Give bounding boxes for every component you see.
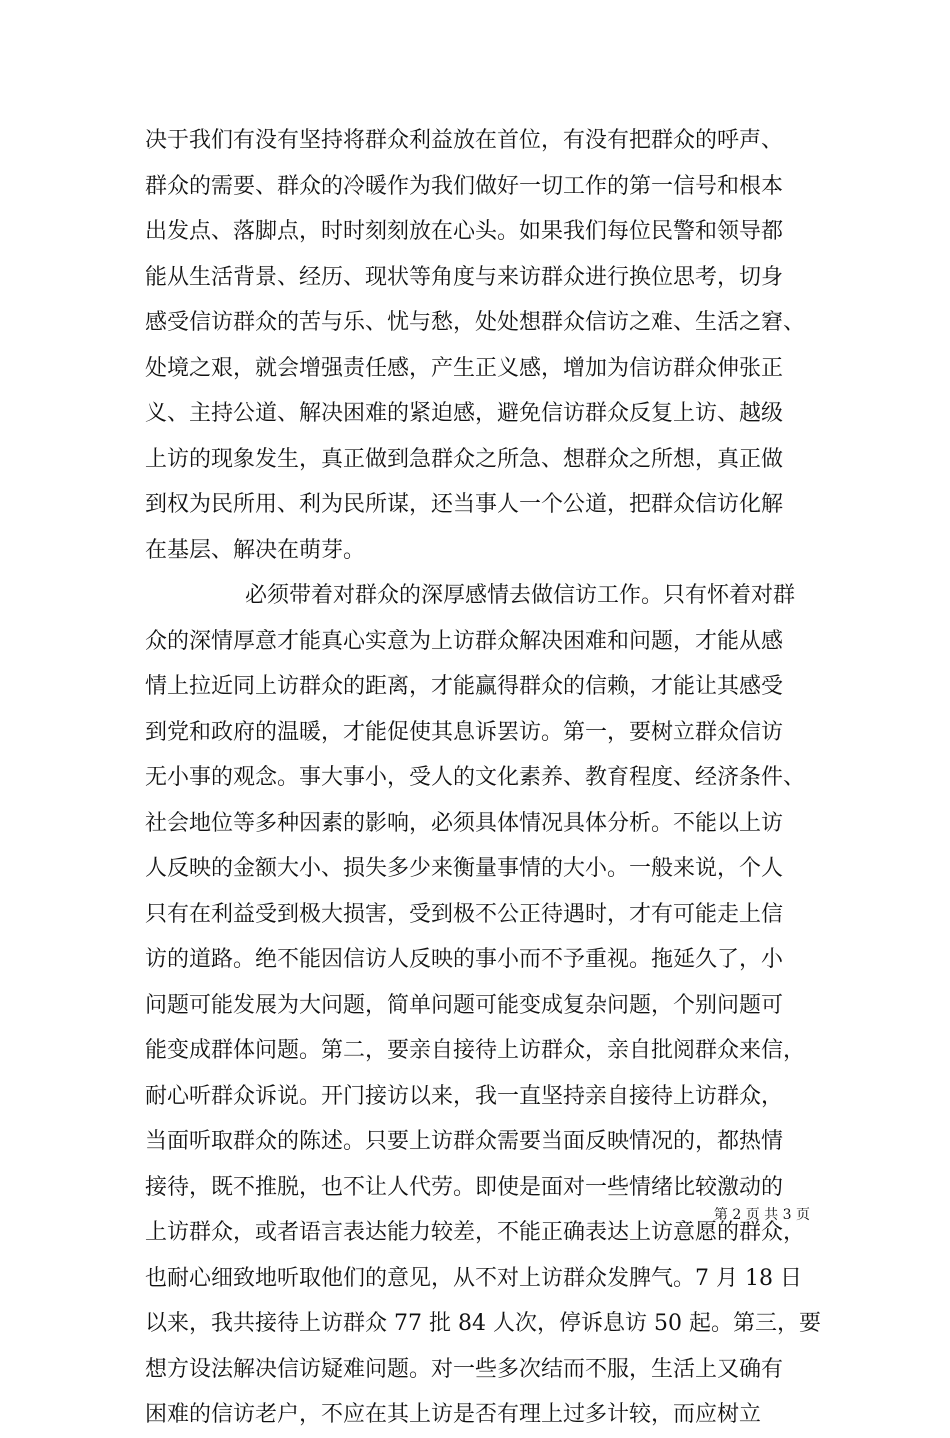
text-line: 义、主持公道、解决困难的紧迫感，避免信访群众反复上访、越级 <box>145 401 784 426</box>
text-line: 人反映的金额大小、损失多少来衡量事情的大小。一般来说，个人 <box>145 856 784 881</box>
text-line: 接待，既不推脱，也不让人代劳。即使是面对一些情绪比较激动的 <box>145 1174 784 1200</box>
body-text <box>145 118 821 1438</box>
text-line: 访的道路。绝不能因信访人反映的事小而不予重视。拖延久了，小 <box>145 947 784 972</box>
text-line: 情上拉近同上访群众的距离，才能赢得群众的信赖，才能让其感受 <box>145 674 784 699</box>
text-line: 出发点、落脚点，时时刻刻放在心头。如果我们每位民警和领导都 <box>145 219 784 244</box>
text-line: 感受信访群众的苦与乐、忧与愁，处处想群众信访之难、生活之窘、 <box>145 310 806 335</box>
text-line: 社会地位等多种因素的影响，必须具体情况具体分析。不能以上访 <box>145 810 784 836</box>
text-line: 耐心听群众诉说。开门接访以来，我一直坚持亲自接待上访群众， <box>145 1083 784 1109</box>
text-line: 上访群众，或者语言表达能力较差，不能正确表达上访意愿的群众， <box>145 1220 806 1245</box>
text-line: 也耐心细致地听取他们的意见，从不对上访群众发脾气。7 月 18 日 <box>145 1265 802 1291</box>
text-line: 众的深情厚意才能真心实意为上访群众解决困难和问题，才能从感 <box>145 628 784 654</box>
text-line: 必须带着对群众的深厚感情去做信访工作。只有怀着对群 <box>245 583 796 608</box>
text-line: 处境之艰，就会增强责任感，产生正义感，增加为信访群众伸张正 <box>145 355 784 381</box>
text-line: 到权为民所用、利为民所谋，还当事人一个公道，把群众信访化解 <box>145 492 784 517</box>
page-footer: 第 2 页 共 3 页 <box>713 1207 810 1223</box>
text-line: 问题可能发展为大问题，简单问题可能变成复杂问题，个别问题可 <box>145 992 784 1018</box>
text-line: 能从生活背景、经历、现状等角度与来访群众进行换位思考，切身 <box>145 264 784 290</box>
text-line: 以来，我共接待上访群众 77 批 84 人次，停诉息访 50 起。第三，要 <box>145 1311 821 1336</box>
text-line: 上访的现象发生，真正做到急群众之所急、想群众之所想，真正做 <box>145 446 784 472</box>
text-line: 能变成群体问题。第二，要亲自接待上访群众，亲自批阅群众来信， <box>145 1038 806 1063</box>
text-line: 到党和政府的温暖，才能促使其息诉罢访。第一，要树立群众信访 <box>145 719 784 745</box>
text-line: 困难的信访老户，不应在其上访是否有理上过多计较，而应树立 <box>145 1402 762 1427</box>
text-line: 群众的需要、群众的冷暖作为我们做好一切工作的第一信号和根本 <box>145 173 784 199</box>
text-line: 决于我们有没有坚持将群众利益放在首位，有没有把群众的呼声、 <box>145 128 784 153</box>
text-line: 当面听取群众的陈述。只要上访群众需要当面反映情况的，都热情 <box>145 1129 784 1154</box>
text-line: 在基层、解决在萌芽。 <box>145 537 366 563</box>
text-line: 想方设法解决信访疑难问题。对一些多次结而不服，生活上又确有 <box>145 1356 784 1382</box>
text-line: 无小事的观念。事大事小，受人的文化素养、教育程度、经济条件、 <box>145 765 806 790</box>
text-line: 只有在利益受到极大损害，受到极不公正待遇时，才有可能走上信 <box>145 901 784 927</box>
